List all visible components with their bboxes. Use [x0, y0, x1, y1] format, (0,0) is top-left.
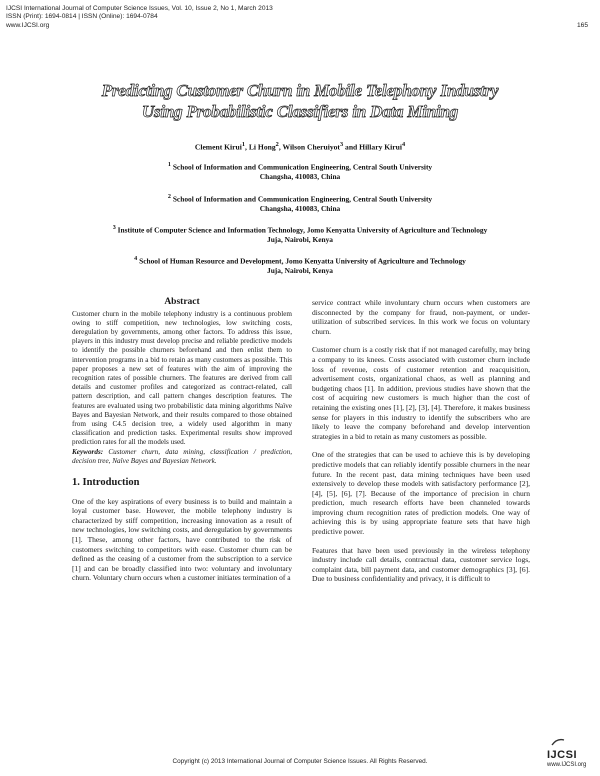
affil-line: Institute of Computer Science and Information Technology, Jomo Kenyatta University of Agriculture and Technology [117, 225, 488, 235]
body-paragraph: One of the strategies that can be used to achieve this is by developing predictive models that can reliably identify possible churners in the near future. In the recent past, data mining techniques have been used extensively to develop these models with satisfactory performance [2], [4], [5], [6], [7]. Because of the importance of precision in churn prediction, much research efforts have been channeled towards improving churn recognition rates of prediction models. One way of achieving this is by using appropriate feature sets that have high predictive power. [312, 450, 530, 537]
keywords [72, 448, 292, 466]
author-sup: 3 [339, 141, 344, 148]
abstract-body: Customer churn in the mobile telephony industry is a continuous problem owing to stiff competition, new technologies, low switching costs, deregulation by governments, among other factors. To address this issue, players in this industry must develop precise and reliable predictive models to identify the possible churners beforehand and then enlist them to intervention programs in a bid to retain as many customers as possible. This paper proposes a new set of features with the aim of improving the recognition rates of possible churners. The features are derived from call details and customer profiles and categorized as contract-related, call pattern description, and call pattern changes description features. The features are evaluated using two probabilistic data mining algorithms Naïve Bayes and Bayesian Network, and their results compared to those obtained from using C4.5 decision tree, a widely used algorithm in many classification and prediction tasks. Experimental results show improved prediction rates for all the models used. [72, 309, 292, 447]
logo-text: IJCSI [547, 749, 578, 761]
affil-line: School of Human Resource and Development, Jomo Kenyatta University of Agriculture and Technology [139, 256, 466, 266]
issn-line: ISSN (Print): 1694-0814 | ISSN (Online): 1694-0784 [6, 13, 158, 21]
journal-line: IJCSI International Journal of Computer Science Issues, Vol. 10, Issue 2, No 1, March 2013 [6, 5, 273, 12]
affil-line: Juja, Nairobi, Kenya [267, 235, 333, 245]
affiliation-2 [40, 192, 560, 214]
author-name: and Hillary Kirui [343, 142, 402, 152]
affil-sup: 1 [167, 162, 171, 168]
title-line-1: Predicting Customer Churn in Mobile Telephony Industry [101, 81, 499, 100]
body-paragraph: service contract while involuntary churn occurs when customers are disconnected by the company for fraud, non-payment, or under-utilization of subscribed services. In this work we focus on voluntary churn. [312, 298, 530, 336]
page-number: 165 [576, 22, 588, 29]
body-paragraph: Customer churn is a costly risk that if not managed carefully, may bring a company to its knees. Costs associated with customer churn include loss of revenue, costs of customer retention and reacquisition, advertisement costs, organizational chaos, as well as planning and budgeting chaos [1]. In addition, previous studies have shown that the cost of acquiring new customers is much higher than the cost of retaining the existing ones [1], [2], [3], [4]. Therefore, it makes business sense for players in this industry to identify the subscribers who are likely to leave the company beforehand and develop intervention strategies in a bid to retain as many customers as possible. [312, 345, 530, 441]
keywords-label: Keywords: [72, 447, 104, 456]
affiliation-3 [40, 223, 560, 245]
author-name: Clement Kirui [194, 142, 242, 152]
right-column [312, 298, 530, 593]
ijcsi-logo [547, 744, 597, 772]
logo-swoosh-icon [551, 738, 565, 746]
abstract-heading: Abstract [164, 297, 200, 307]
site-line[interactable]: www.IJCSI.org [6, 21, 50, 29]
affil-line: Juja, Nairobi, Kenya [267, 266, 333, 276]
affiliation-4 [40, 254, 560, 276]
author-name: , Li Hong [245, 142, 276, 152]
affil-line: School of Information and Communication Engineering, Central South University [172, 162, 433, 172]
affil-sup: 2 [167, 194, 171, 200]
affil-line: Changsha, 410083, China [259, 172, 341, 182]
body-paragraph: Features that have been used previously in the wireless telephony industry include call details, contractual data, customer service logs, complaint data, bill payment data, and customer demographics [3], [6]. Due to business confidentiality and privacy, it is difficult to [312, 545, 530, 584]
author-list [0, 141, 600, 152]
paper-title [0, 80, 600, 122]
affil-line: Changsha, 410083, China [259, 204, 341, 214]
author-name: , Wilson Cheruiyot [278, 142, 340, 152]
author-sup: 4 [401, 141, 406, 148]
logo-url: www.IJCSI.org [547, 762, 587, 768]
intro-paragraph: One of the key aspirations of every business is to build and maintain a loyal customer base. However, the mobile telephony industry is characterized by stiff competition, increasing innovation as a result of new technologies, low switching costs, and deregulation by governments [1]. These, among other factors, have contributed to the risk of customers switching to competitors with ease. Customer churn can be defined as the ceasing of a customer from the subscription to a service [1] and can be broadly classified into two: voluntary and involuntary churn. Voluntary churn occurs when a customer initiates termination of a [72, 496, 292, 583]
author-sup: 2 [275, 141, 279, 148]
author-sup: 1 [241, 141, 246, 148]
affil-sup: 3 [112, 225, 116, 231]
running-header [6, 5, 273, 30]
keywords-text: Customer churn, data mining, classification / prediction, decision tree, Naïve Bayes and Bayesian Network. [72, 447, 292, 465]
title-line-2: Using Probabilistic Classifiers in Data Mining [141, 102, 459, 121]
affil-line: School of Information and Communication Engineering, Central South University [172, 194, 433, 204]
affiliation-1 [40, 160, 560, 182]
copyright-footer: Copyright (c) 2013 International Journal of Computer Science Issues. All Rights Reserved. [172, 758, 428, 765]
left-column [72, 298, 292, 592]
affil-sup: 4 [134, 256, 138, 262]
section-heading-introduction: 1. Introduction [72, 477, 140, 489]
